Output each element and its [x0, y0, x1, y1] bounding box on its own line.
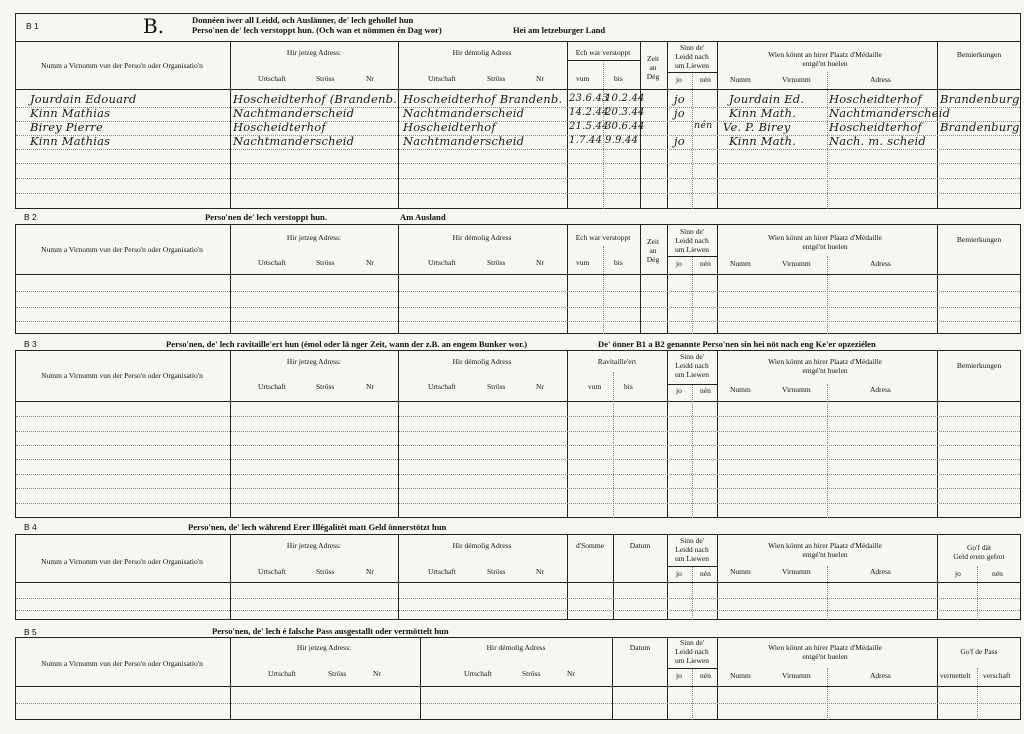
b2-bem: Bemierkungen: [956, 235, 1002, 244]
b5-stross-2: Ströss: [522, 669, 541, 678]
b2-jetzeg-header: Hir jetzeg Adress:: [286, 233, 342, 242]
b3-sinn-1: Sinn de': [679, 352, 705, 361]
b1-row2-sinn: jo: [674, 106, 685, 120]
b1-row3-jetzeg: Hoscheidterhof: [233, 120, 326, 134]
b3-wien-2: entgé'nt huelen: [802, 366, 848, 375]
b4-nen: nén: [700, 569, 711, 578]
b3-bem: Bemierkungen: [956, 361, 1002, 370]
b1-bis: bis: [614, 74, 623, 83]
b3-sinn-3: um Liewen: [675, 370, 709, 379]
b1-row1-jetzeg: Hoscheidterhof (Brandenb.: [233, 92, 398, 106]
b4-wnumm: Numm: [730, 567, 751, 576]
part-letter: B.: [143, 14, 165, 38]
b4-gof-2: Geld erem gefrot: [953, 552, 1005, 561]
b4-wvirnumm: Virnumm: [782, 567, 811, 576]
b1-bem: Bemierkungen: [956, 50, 1002, 59]
b5-urtschaft-1: Urtschaft: [268, 669, 296, 678]
b2-stross-1: Ströss: [316, 258, 335, 267]
b3-urtschaft-1: Urtschaft: [258, 382, 286, 391]
b1-row3-bis: 30.6.44: [605, 121, 645, 132]
b2-vum: vum: [576, 258, 590, 267]
b1-row1-bem: Brandenburg: [940, 92, 1020, 106]
b5-sinn-1: Sinn de': [679, 638, 705, 647]
b1-row4-vum: 1.7.44: [569, 135, 603, 146]
b3-stross-2: Ströss: [487, 382, 506, 391]
b1-stross-1: Ströss: [316, 74, 335, 83]
b1-row2-bis: 20.3.44: [605, 107, 645, 118]
b1-row2-vum: 14.2.44: [569, 107, 609, 118]
b5-gofpass: Go'f de Pass: [960, 647, 998, 656]
b3-wnumm: Numm: [730, 385, 751, 394]
b3-wvirnumm: Virnumm: [782, 385, 811, 394]
b4-nr-2: Nr: [536, 567, 544, 576]
b1-wvirnumm: Virnumm: [782, 75, 811, 84]
b2-title-2: Am Ausland: [400, 212, 446, 222]
b1-nr-2: Nr: [536, 74, 544, 83]
b2-sinn-3: um Liewen: [675, 245, 709, 254]
b4-wien-2: entgé'nt huelen: [802, 550, 848, 559]
b1-row4-name: Kinn Mathias: [30, 134, 111, 148]
b1-row1-wadr: Hoscheidterhof: [829, 92, 922, 106]
b3-jetzeg-header: Hir jetzeg Adress:: [286, 357, 342, 366]
b5-jetzeg-header: Hir jetzeg Adress:: [296, 643, 352, 652]
b3-jo: jo: [676, 386, 682, 395]
b4-wadress: Adress: [870, 567, 891, 576]
b1-stross-2: Ströss: [487, 74, 506, 83]
b4-gof-1: Go'f dät: [966, 543, 992, 552]
b1-vum: vum: [576, 74, 590, 83]
b1-row3-wadr: Hoscheidterhof: [829, 120, 922, 134]
b3-title-2: De' önner B1 a B2 genannte Perso'nen sin hei nöt nach eng Ke'er opzeziélen: [598, 339, 876, 349]
b4-wien-1: Wien könnt an hirer Plaatz d'Médaille: [768, 541, 882, 550]
b3-section-number: B 3: [24, 339, 37, 349]
b1-sinn-3: um Liewen: [675, 61, 709, 70]
b1-row3-name: Birey Pierre: [30, 120, 104, 134]
b1-row4-jetzeg: Nachtmanderscheid: [233, 134, 355, 148]
b1-row2-wadr: Nachtmanderscheid: [829, 106, 951, 120]
b4-jo: jo: [676, 569, 682, 578]
b5-datum-header: Datum: [629, 643, 651, 652]
b3-vum: vum: [588, 382, 602, 391]
b2-bis: bis: [614, 258, 623, 267]
b1-row4-demolig: Nachtmanderscheid: [403, 134, 525, 148]
b1-row2-demolig: Nachtmanderscheid: [403, 106, 525, 120]
b2-stross-2: Ströss: [487, 258, 506, 267]
b5-vermettelt: vermettelt: [940, 671, 971, 680]
b1-urtschaft-1: Urtschaft: [258, 74, 286, 83]
b2-zeit-2: an: [649, 246, 657, 255]
b2-nr-2: Nr: [536, 258, 544, 267]
b5-nr-1: Nr: [373, 669, 381, 678]
b4-sinn-1: Sinn de': [679, 536, 705, 545]
b1-jo: jo: [676, 75, 682, 84]
b1-nr-1: Nr: [366, 74, 374, 83]
b5-numm-header: Numm a Virnumm vun der Perso'n oder Organisatio'n: [41, 659, 203, 668]
b1-nen: nén: [700, 75, 711, 84]
b2-urtschaft-1: Urtschaft: [258, 258, 286, 267]
b1-zeit-1: Zeit: [646, 54, 660, 63]
b2-numm-header: Numm a Virnumm vun der Perso'n oder Organisatio'n: [41, 245, 203, 254]
b4-somme-header: d'Somme: [575, 541, 605, 550]
b1-demolig-header: Hir démolig Adress: [452, 48, 512, 57]
b4-gof-nen: nén: [992, 569, 1003, 578]
b1-row2-jetzeg: Nachtmanderscheid: [233, 106, 355, 120]
b1-wadress: Adress: [870, 75, 891, 84]
b1-row1-sinn: jo: [674, 92, 685, 106]
b4-sinn-3: um Liewen: [675, 554, 709, 563]
b2-nr-1: Nr: [366, 258, 374, 267]
b5-demolig-header: Hir démolig Adress: [486, 643, 546, 652]
b4-jetzeg-header: Hir jetzeg Adress:: [286, 541, 342, 550]
b1-row2-wname: Kinn Math.: [729, 106, 797, 120]
b5-nr-2: Nr: [567, 669, 575, 678]
b4-section-number: B 4: [24, 522, 37, 532]
b3-title: Perso'nen, de' lech ravitaille'ert hun (émol oder lä nger Zeit, wann der z.B. an engem Bunker wor.): [166, 339, 528, 349]
b5-title: Perso'nen, de' lech é falsche Pass ausgestallt oder vermöttelt hun: [212, 626, 449, 636]
b5-sinn-3: um Liewen: [675, 656, 709, 665]
b2-wadress: Adress: [870, 259, 891, 268]
b3-stross-1: Ströss: [316, 382, 335, 391]
b2-demolig-header: Hir démolig Adress: [452, 233, 512, 242]
b1-zeit-2: an: [649, 63, 657, 72]
b5-wnumm: Numm: [730, 671, 751, 680]
b4-stross-2: Ströss: [487, 567, 506, 576]
b1-row3-wname: Ve. P. Birey: [723, 120, 791, 134]
b4-datum-header: Datum: [629, 541, 651, 550]
b2-zeit-1: Zeit: [646, 237, 660, 246]
b5-stross-1: Ströss: [328, 669, 347, 678]
b5-wien-2: entgé'nt huelen: [802, 652, 848, 661]
b3-wadress: Adress: [870, 385, 891, 394]
b4-gof-jo: jo: [955, 569, 961, 578]
b2-jo: jo: [676, 259, 682, 268]
b1-wien-2: entgé'nt huelen: [802, 59, 848, 68]
b1-section-number: B 1: [26, 21, 39, 31]
b2-wnumm: Numm: [730, 259, 751, 268]
b3-nen: nén: [700, 386, 711, 395]
b1-row1-bis: 10.2.44: [605, 93, 645, 104]
b1-row3-bem: Brandenburg: [940, 120, 1020, 134]
header-line-2b: Hei am letzeburger Land: [513, 25, 606, 35]
header-line-1: Donnéen iwer all Leidd, och Auslänner, de' lech gehollef hun: [192, 15, 414, 25]
b1-sinn-2: Leidd nach: [675, 52, 709, 61]
b3-nr-2: Nr: [536, 382, 544, 391]
b4-sinn-2: Leidd nach: [675, 545, 709, 554]
b2-zeit-3: Dég: [646, 255, 660, 264]
b1-row3-demolig: Hoscheidterhof: [403, 120, 496, 134]
b2-nen: nén: [700, 259, 711, 268]
b1-zeit-3: Dég: [646, 72, 660, 81]
b5-section-number: B 5: [24, 627, 37, 637]
b5-wien-1: Wien könnt an hirer Plaatz d'Médaille: [768, 643, 882, 652]
b1-jetzeg-header: Hir jetzeg Adress:: [286, 48, 342, 57]
b4-urtschaft-1: Urtschaft: [258, 567, 286, 576]
b1-wnumm: Numm: [730, 75, 751, 84]
b5-sinn-2: Leidd nach: [675, 647, 709, 656]
b3-ravitailleert-header: Ravitaille'ert: [597, 357, 637, 366]
b2-wien-2: entgé'nt huelen: [802, 242, 848, 251]
b1-row1-name: Jourdain Edouard: [30, 92, 137, 106]
b1-row1-wname: Jourdain Ed.: [729, 92, 805, 106]
b2-urtschaft-2: Urtschaft: [428, 258, 456, 267]
b2-wien-1: Wien könnt an hirer Plaatz d'Médaille: [768, 233, 882, 242]
b3-numm-header: Numm a Virnumm vun der Perso'n oder Organisatio'n: [41, 371, 203, 380]
b1-row3-sinn: nén: [694, 120, 713, 131]
b3-sinn-2: Leidd nach: [675, 361, 709, 370]
b5-jo: jo: [676, 671, 682, 680]
b5-urtschaft-2: Urtschaft: [464, 669, 492, 678]
b2-title: Perso'nen de' lech verstoppt hun.: [205, 212, 327, 222]
b2-verstoppt-header: Ech war verstoppt: [575, 233, 631, 242]
header-line-2: Perso'nen de' lech verstoppt hun. (Och wan et nömmen én Dag wor): [192, 25, 442, 35]
b1-verstoppt-header: Ech war verstoppt: [575, 48, 631, 57]
b4-stross-1: Ströss: [316, 567, 335, 576]
b3-nr-1: Nr: [366, 382, 374, 391]
b2-sinn-2: Leidd nach: [675, 236, 709, 245]
b4-numm-header: Numm a Virnumm vun der Perso'n oder Organisatio'n: [41, 557, 203, 566]
b1-urtschaft-2: Urtschaft: [428, 74, 456, 83]
b1-row3-vum: 21.5.44: [569, 121, 609, 132]
b2-sinn-1: Sinn de': [679, 227, 705, 236]
b2-section-number: B 2: [24, 212, 37, 222]
b4-urtschaft-2: Urtschaft: [428, 567, 456, 576]
b1-row4-bis: 9.9.44: [605, 135, 639, 146]
b3-urtschaft-2: Urtschaft: [428, 382, 456, 391]
b5-wvirnumm: Virnumm: [782, 671, 811, 680]
b1-row4-wname: Kinn Math.: [729, 134, 797, 148]
b1-row2-name: Kinn Mathias: [30, 106, 111, 120]
b3-bis: bis: [624, 382, 633, 391]
b5-verschaft: verschaft: [983, 671, 1011, 680]
b4-demolig-header: Hir démolig Adress: [452, 541, 512, 550]
b1-row1-demolig: Hoscheidterhof Brandenb.: [403, 92, 563, 106]
b4-title: Perso'nen, de' lech während Erer Illégalitét matt Geld önnerstötzt hun: [188, 522, 447, 532]
b1-numm-header: Numm a Virnumm vun der Perso'n oder Organisatio'n: [41, 61, 203, 70]
b5-nen: nén: [700, 671, 711, 680]
b1-row1-vum: 23.6.43: [569, 93, 609, 104]
b1-sinn-1: Sinn de': [679, 43, 705, 52]
b3-wien-1: Wien könnt an hirer Plaatz d'Médaille: [768, 357, 882, 366]
b4-nr-1: Nr: [366, 567, 374, 576]
b3-demolig-header: Hir démolig Adress: [452, 357, 512, 366]
b2-wvirnumm: Virnumm: [782, 259, 811, 268]
b1-wien-1: Wien könnt an hirer Plaatz d'Médaille: [768, 50, 882, 59]
b5-wadress: Adress: [870, 671, 891, 680]
b1-row4-sinn: jo: [674, 134, 685, 148]
b1-row4-wadr: Nach. m. scheid: [829, 134, 926, 148]
